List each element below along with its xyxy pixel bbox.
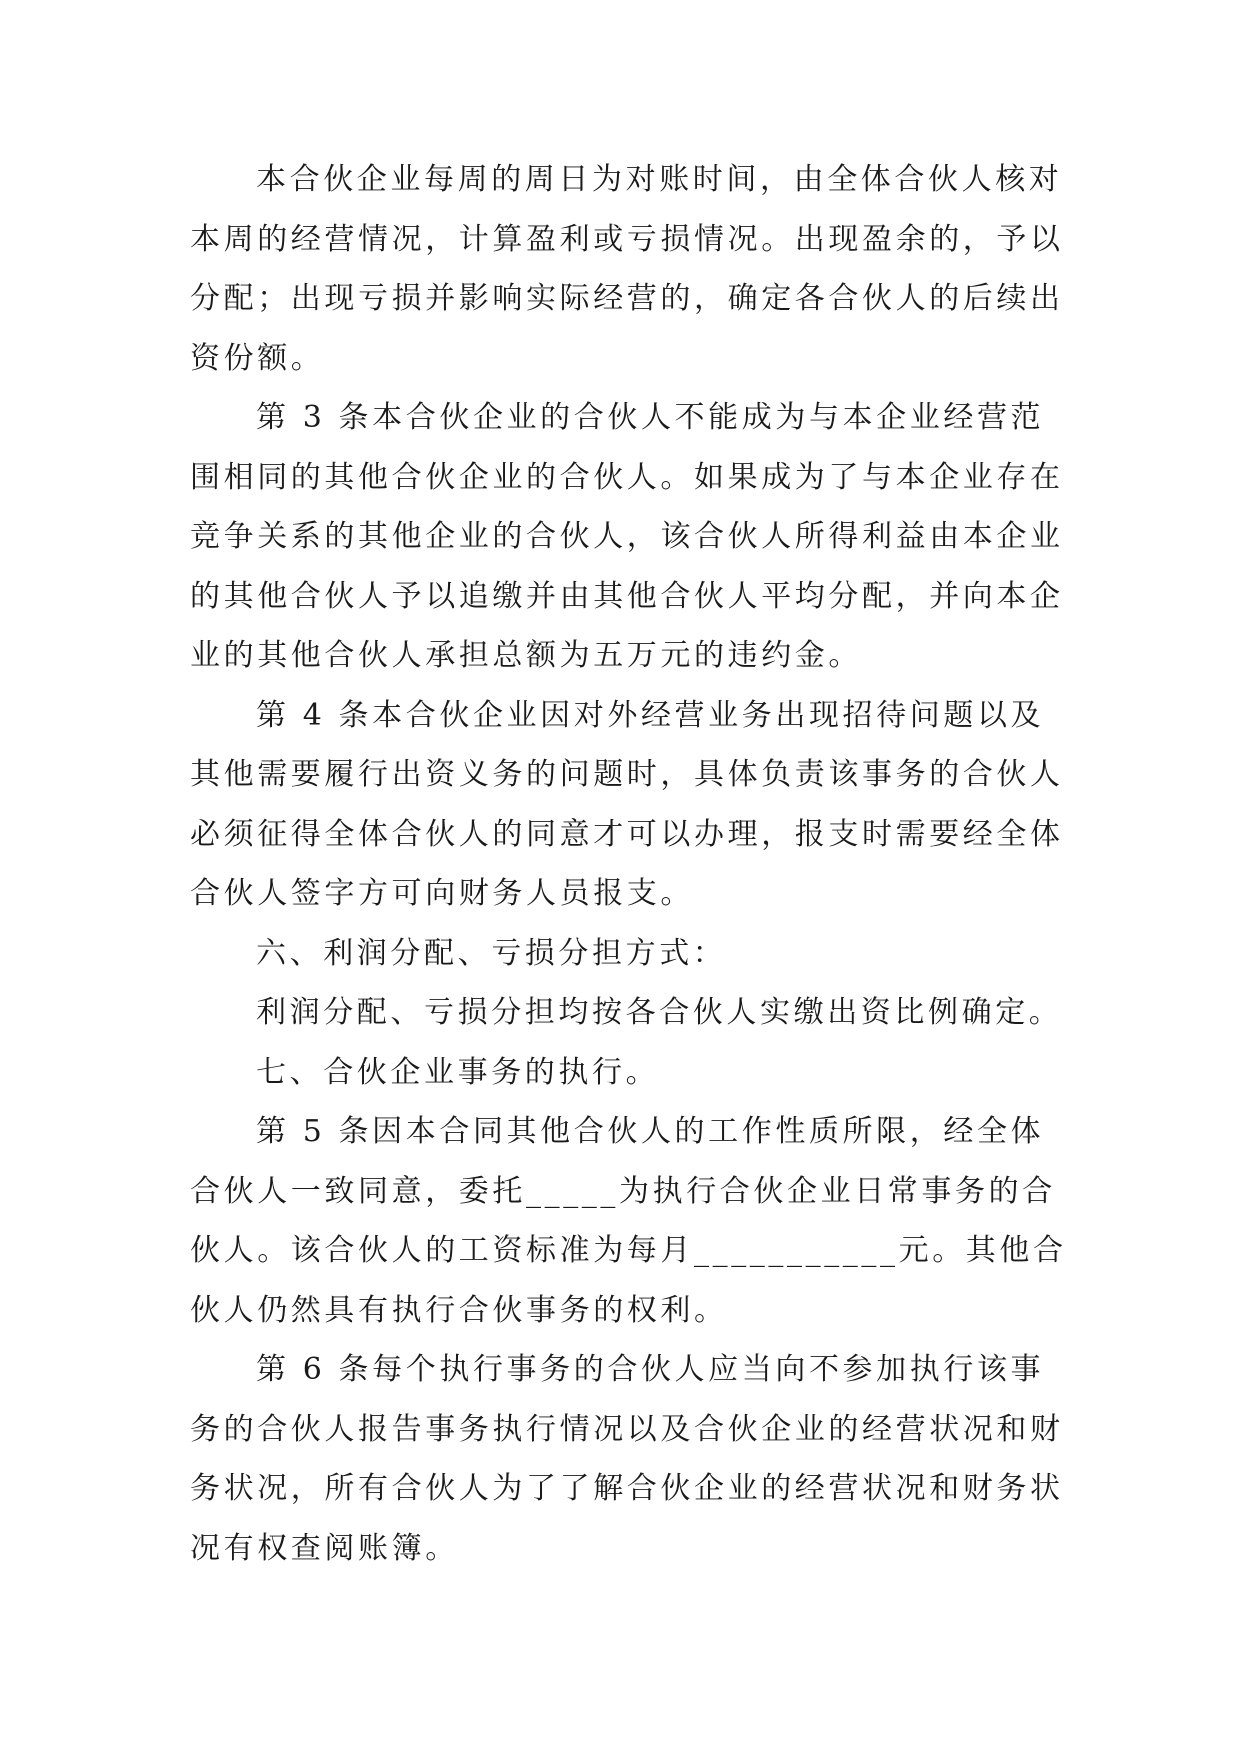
document-body xyxy=(190,150,1070,1578)
paragraph-article-6: 第 6 条每个执行事务的合伙人应当向不参加执行该事务的合伙人报告事务执行情况以及合伙企业的经营状况和财务状况，所有合伙人为了了解合伙企业的经营状况和财务状况有权查阅账簿。 xyxy=(190,1352,1064,1566)
paragraph-reconciliation: 本合伙企业每周的周日为对账时间，由全体合伙人核对本周的经营情况，计算盈利或亏损情况。出现盈余的，予以分配；出现亏损并影响实际经营的，确定各合伙人的后续出资份额。 xyxy=(190,162,1064,376)
section-heading-profit-distribution: 六、利润分配、亏损分担方式： xyxy=(256,935,727,971)
paragraph-profit-distribution: 利润分配、亏损分担均按各合伙人实缴出资比例确定。 xyxy=(256,995,1063,1030)
paragraph-article-3: 第 3 条本合伙企业的合伙人不能成为与本企业经营范围相同的其他合伙企业的合伙人。如果成为了与本企业存在竞争关系的其他企业的合伙人，该合伙人所得利益由本企业的其他合伙人予以追缴并由其他合伙人平均分配，并向本企业的其他合伙人承担总额为五万元的违约金。 xyxy=(190,400,1064,673)
paragraph-article-5: 第 5 条因本合同其他合伙人的工作性质所限，经全体合伙人一致同意，委托_____为执行合伙企业日常事务的合伙人。该合伙人的工资标准为每月___________元。其他合伙人仍然具有执行合伙事务的权利。 xyxy=(190,1114,1067,1328)
paragraph-article-4: 第 4 条本合伙企业因对外经营业务出现招待问题以及其他需要履行出资义务的问题时，具体负责该事务的合伙人必须征得全体合伙人的同意才可以办理，报支时需要经全体合伙人签字方可向财务人员报支。 xyxy=(190,697,1064,911)
section-heading-affairs-execution: 七、合伙企业事务的执行。 xyxy=(256,1054,660,1090)
